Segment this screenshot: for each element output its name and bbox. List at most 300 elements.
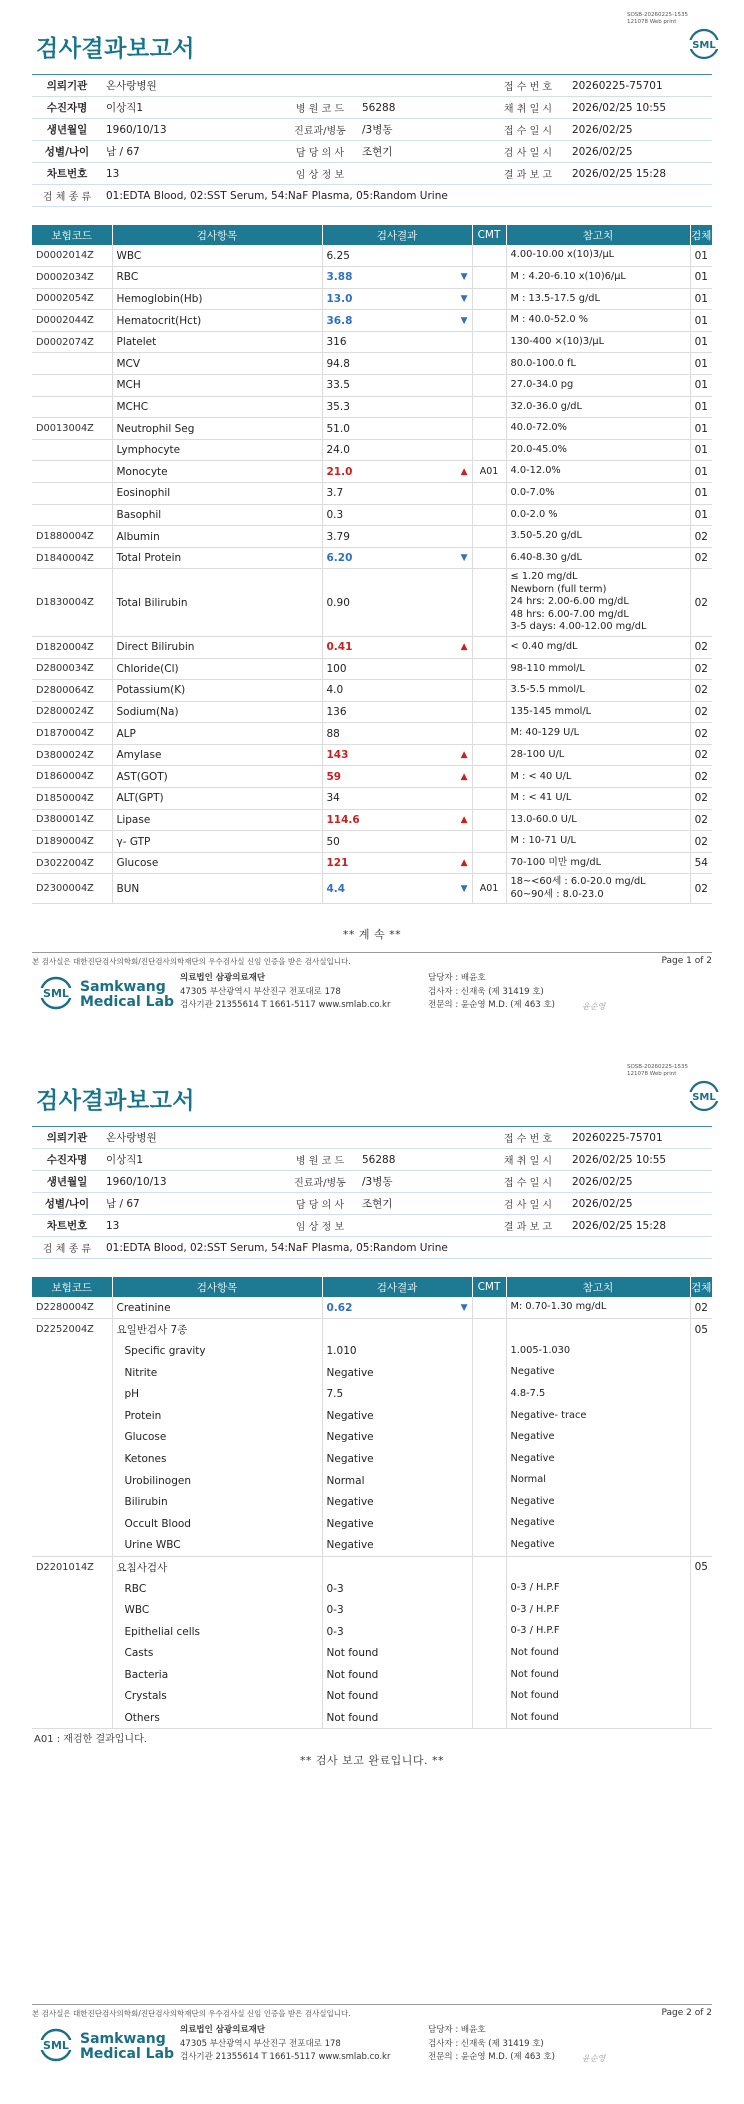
result-cell — [322, 701, 472, 723]
insurance-code: D1830004Z — [32, 569, 112, 637]
comment-code — [472, 504, 506, 526]
result-value: 0.62 — [326, 1301, 353, 1314]
specimen-code: 05 — [694, 1323, 708, 1336]
result-value: 35.3 — [326, 400, 350, 413]
test-name: Bacteria — [112, 1664, 322, 1686]
result-value: 3.7 — [326, 487, 344, 500]
table-row — [32, 831, 712, 853]
reference-range: M : 13.5-17.5 g/dL — [506, 288, 690, 310]
result-cell — [322, 569, 472, 637]
table-row — [32, 461, 712, 483]
table-row — [32, 267, 712, 289]
result-value: 1.010 — [322, 1340, 472, 1362]
result-value: Normal — [322, 1470, 472, 1492]
test-name: Creatinine — [112, 1297, 322, 1319]
results-table-page-2 — [32, 1277, 712, 1729]
group-row — [32, 1319, 712, 1341]
low-arrow-icon: ▼ — [460, 293, 468, 304]
test-name: Ketones — [112, 1448, 322, 1470]
insurance-code: D2300004Z — [32, 874, 112, 904]
reference-range: 27.0-34.0 pg — [506, 375, 690, 397]
reference-range: 0-3 / H.P.F — [506, 1599, 690, 1621]
dept-value: /3병동 — [358, 1171, 488, 1193]
column-header: 검사항목 — [112, 1277, 322, 1297]
comment-code — [472, 723, 506, 745]
certification-text: 본 검사실은 대한진단검사의학회/진단검사의학재단의 우수검사실 신임 인증을 받은 검사실입니다. — [32, 957, 351, 966]
print-stamp: SOSB-20260225-1535 121078 Web print — [626, 12, 688, 25]
test-group-name: 요침사검사 — [112, 1556, 322, 1578]
test-name: RBC — [112, 267, 322, 289]
sub-test-row — [32, 1599, 712, 1621]
test-name: MCHC — [112, 396, 322, 418]
sub-test-row — [32, 1664, 712, 1686]
test-name: Hemoglobin(Hb) — [112, 288, 322, 310]
test-name: Urobilinogen — [112, 1470, 322, 1492]
column-header: 검사항목 — [112, 225, 322, 245]
result-value: 143 — [326, 749, 349, 762]
specimen-code: 02 — [690, 547, 712, 569]
comment-code — [472, 267, 506, 289]
specimen-code: 01 — [690, 375, 712, 397]
test-name: pH — [112, 1383, 322, 1405]
test-name: Neutrophil Seg — [112, 418, 322, 440]
specimen-code: 02 — [690, 1297, 712, 1319]
svg-text:SML: SML — [692, 1092, 716, 1103]
result-value: 21.0 — [326, 465, 353, 478]
comment-code — [472, 375, 506, 397]
table-row — [32, 1297, 712, 1319]
result-value: 114.6 — [326, 813, 360, 826]
column-header: CMT — [472, 225, 506, 245]
reference-range: 0.0-2.0 % — [506, 504, 690, 526]
test-name: Albumin — [112, 526, 322, 548]
result-value: Not found — [322, 1707, 472, 1729]
reference-range: M : < 40 U/L — [506, 766, 690, 788]
result-value: 13.0 — [326, 292, 353, 305]
table-row — [32, 680, 712, 702]
result-cell — [322, 766, 472, 788]
result-value: Negative — [322, 1448, 472, 1470]
reception-no-value: 20260225-75701 — [568, 75, 712, 97]
report-title: 검사결과보고서 — [36, 36, 196, 62]
reference-range: 28-100 U/L — [506, 744, 690, 766]
test-name: ALT(GPT) — [112, 788, 322, 810]
sub-test-row — [32, 1340, 712, 1362]
reference-range: 18~<60세 : 6.0-20.0 mg/dL 60~90세 : 8.0-23.0 — [506, 874, 690, 904]
received-value: 2026/02/25 — [568, 119, 712, 141]
comment-code — [472, 852, 506, 874]
test-name: WBC — [112, 1599, 322, 1621]
result-value: 0-3 — [322, 1599, 472, 1621]
sub-test-row — [32, 1686, 712, 1708]
insurance-code: D1870004Z — [32, 723, 112, 745]
specimen-code: 01 — [690, 353, 712, 375]
test-name: BUN — [112, 874, 322, 904]
specimen-code: 01 — [690, 331, 712, 353]
lab-name: Samkwang Medical Lab — [80, 2031, 175, 2062]
result-cell — [322, 353, 472, 375]
column-header: 보험코드 — [32, 225, 112, 245]
specimen-code: 01 — [690, 418, 712, 440]
reference-range: 70-100 미만 mg/dL — [506, 852, 690, 874]
group-row — [32, 1556, 712, 1578]
specimen-code: 02 — [690, 569, 712, 637]
result-value: Negative — [322, 1362, 472, 1384]
result-value: 94.8 — [326, 357, 350, 370]
result-cell — [322, 418, 472, 440]
reference-range: 40.0-72.0% — [506, 418, 690, 440]
test-name: Occult Blood — [112, 1513, 322, 1535]
reference-range: Normal — [506, 1470, 690, 1492]
reference-range: 4.8-7.5 — [506, 1383, 690, 1405]
reported-value: 2026/02/25 15:28 — [568, 1215, 712, 1237]
insurance-code: D2800034Z — [32, 658, 112, 680]
insurance-code: D1890004Z — [32, 831, 112, 853]
signatories: 담당자 : 배윤호 검사자 : 신재욱 (제 31419 호) 전문의 : 윤순영 M.D. (제 463 호) — [428, 2025, 555, 2062]
specimen-code: 02 — [690, 636, 712, 658]
high-arrow-icon: ▲ — [460, 466, 468, 477]
low-arrow-icon: ▼ — [460, 883, 468, 894]
comment-code — [472, 744, 506, 766]
reference-range: 0-3 / H.P.F — [506, 1578, 690, 1600]
specimen-code: 02 — [690, 874, 712, 904]
sml-footer-logo-icon — [36, 976, 76, 1010]
reference-range: Negative — [506, 1513, 690, 1535]
comment-code — [472, 569, 506, 637]
test-name: WBC — [112, 245, 322, 267]
table-row — [32, 569, 712, 637]
page-number: Page 1 of 2 — [661, 956, 712, 966]
comment-code — [472, 701, 506, 723]
sub-test-row — [32, 1643, 712, 1665]
high-arrow-icon: ▲ — [460, 814, 468, 825]
sub-test-row — [32, 1362, 712, 1384]
comment-code — [472, 831, 506, 853]
comment-code — [472, 636, 506, 658]
result-value: 0.90 — [326, 596, 350, 609]
reception-no-value: 20260225-75701 — [568, 1127, 712, 1149]
insurance-code: D1860004Z — [32, 766, 112, 788]
comment-code — [472, 1297, 506, 1319]
result-value: 136 — [326, 705, 347, 718]
result-value: 0.41 — [326, 641, 353, 654]
result-cell — [322, 744, 472, 766]
result-value: 24.0 — [326, 444, 350, 457]
reference-range: M : 10-71 U/L — [506, 831, 690, 853]
table-row — [32, 636, 712, 658]
result-cell — [322, 504, 472, 526]
comment-code — [472, 766, 506, 788]
reference-range: Negative- trace — [506, 1405, 690, 1427]
report-page-2 — [0, 1052, 744, 2104]
comment-code — [472, 788, 506, 810]
sml-logo-icon — [686, 28, 722, 60]
result-value: 121 — [326, 857, 349, 870]
insurance-code: D1850004Z — [32, 788, 112, 810]
reference-range: Negative — [506, 1491, 690, 1513]
result-cell — [322, 680, 472, 702]
result-value: 4.0 — [326, 684, 344, 697]
reference-range: Not found — [506, 1643, 690, 1665]
certification-text: 본 검사실은 대한진단검사의학회/진단검사의학재단의 우수검사실 신임 인증을 받은 검사실입니다. — [32, 2009, 351, 2018]
lab-info: 의료법인 삼광의료재단 47305 부산광역시 부산진구 전포대로 178 검사기관 21355614 T 1661-5117 www.smlab.co.kr — [180, 973, 391, 1010]
result-cell — [322, 852, 472, 874]
table-row — [32, 788, 712, 810]
comment-code — [472, 331, 506, 353]
result-value: 3.79 — [326, 530, 350, 543]
insurance-code: D1840004Z — [32, 547, 112, 569]
reference-range: 32.0-36.0 g/dL — [506, 396, 690, 418]
result-cell — [322, 874, 472, 904]
test-name: Amylase — [112, 744, 322, 766]
result-cell — [322, 331, 472, 353]
sub-test-row — [32, 1427, 712, 1449]
svg-text:SML: SML — [43, 2039, 69, 2052]
high-arrow-icon: ▲ — [460, 771, 468, 782]
reference-range: 3.5-5.5 mmol/L — [506, 680, 690, 702]
comment-code — [472, 439, 506, 461]
doctor-value: 조현기 — [358, 141, 488, 163]
specimen-code: 01 — [690, 310, 712, 332]
result-value: 33.5 — [326, 379, 350, 392]
received-value: 2026/02/25 — [568, 1171, 712, 1193]
result-cell — [322, 245, 472, 267]
comment-code — [472, 658, 506, 680]
column-header: 검사결과 — [322, 225, 472, 245]
insurance-code: D2252004Z — [32, 1319, 112, 1341]
patient-name-value: 이상직1 — [102, 97, 282, 119]
test-name: Crystals — [112, 1686, 322, 1708]
specimen-code: 02 — [690, 526, 712, 548]
comment-code: A01 — [472, 461, 506, 483]
reference-range: Not found — [506, 1707, 690, 1729]
table-row — [32, 744, 712, 766]
result-value: 6.25 — [326, 249, 350, 262]
test-name: Direct Bilirubin — [112, 636, 322, 658]
reference-range: 130-400 ×(10)3/μL — [506, 331, 690, 353]
table-row — [32, 418, 712, 440]
svg-text:SML: SML — [43, 987, 69, 1000]
continued-note: ** 계 속 ** — [342, 928, 402, 941]
specimen-code: 02 — [690, 809, 712, 831]
institution-value: 온사랑병원 — [102, 75, 282, 97]
reference-range: Not found — [506, 1664, 690, 1686]
reference-range: Negative — [506, 1362, 690, 1384]
doctor-value: 조현기 — [358, 1193, 488, 1215]
column-header: 검체 — [690, 1277, 712, 1297]
sub-test-row — [32, 1470, 712, 1492]
test-name: MCH — [112, 375, 322, 397]
table-row — [32, 375, 712, 397]
result-value: 51.0 — [326, 422, 350, 435]
reported-value: 2026/02/25 15:28 — [568, 163, 712, 185]
table-row — [32, 396, 712, 418]
result-cell — [322, 396, 472, 418]
table-row — [32, 874, 712, 904]
insurance-code — [32, 461, 112, 483]
specimen-code: 02 — [690, 831, 712, 853]
examined-value: 2026/02/25 — [568, 141, 712, 163]
insurance-code: D2201014Z — [32, 1556, 112, 1578]
result-value: 7.5 — [322, 1383, 472, 1405]
column-header: 참고치 — [506, 225, 690, 245]
insurance-code: D1880004Z — [32, 526, 112, 548]
insurance-code: D2800064Z — [32, 680, 112, 702]
specimen-code: 02 — [690, 658, 712, 680]
high-arrow-icon: ▲ — [460, 858, 468, 869]
specimen-code: 54 — [690, 852, 712, 874]
dept-value: /3병동 — [358, 119, 488, 141]
sub-test-row — [32, 1535, 712, 1557]
table-row — [32, 526, 712, 548]
result-cell — [322, 1297, 472, 1319]
insurance-code: D2280004Z — [32, 1297, 112, 1319]
test-name: Chloride(Cl) — [112, 658, 322, 680]
test-name: Platelet — [112, 331, 322, 353]
table-row — [32, 852, 712, 874]
high-arrow-icon: ▲ — [460, 642, 468, 653]
collected-value: 2026/02/25 10:55 — [568, 1149, 712, 1171]
result-value: 0-3 — [322, 1578, 472, 1600]
reference-range: ≤ 1.20 mg/dL Newborn (full term) 24 hrs: 2.00-6.00 mg/dL 48 hrs: 6.00-7.00 mg/dL 3-5 days: 4.00-12.00 mg/dL — [506, 569, 690, 637]
insurance-code — [32, 504, 112, 526]
specimen-code: 01 — [690, 439, 712, 461]
insurance-code: D0013004Z — [32, 418, 112, 440]
result-cell — [322, 526, 472, 548]
result-cell — [322, 547, 472, 569]
comment-code — [472, 353, 506, 375]
comment-code — [472, 245, 506, 267]
reference-range: 6.40-8.30 g/dL — [506, 547, 690, 569]
specimen-code: 02 — [690, 680, 712, 702]
sml-footer-logo-icon — [36, 2028, 76, 2062]
result-cell — [322, 439, 472, 461]
result-value: Negative — [322, 1491, 472, 1513]
patient-info-table: 의뢰기관 온사랑병원 접 수 번 호 20260225-75701 수진자명 이상직1 병 원 코 드 56288 채 취 일 시 2026/02/25 10:55 생년월일 1960/10/13 진료과/병동 /3병동 접 수 일 시 2026/02/25 성별/나이 남 / 67 담 당 의 사 조현기 검 사 일 시 2026/02/25 차트번호 13 임 상 정 보 결 과 보 고 2026/02/25 15:28 검 체 종 류 01:EDTA Blood, 02:SST Serum, 54:NaF Plasma, 05:Random Urine — [32, 74, 712, 207]
insurance-code — [32, 439, 112, 461]
high-arrow-icon: ▲ — [460, 750, 468, 761]
reference-range: M: 40-129 U/L — [506, 723, 690, 745]
column-header: 참고치 — [506, 1277, 690, 1297]
table-row — [32, 701, 712, 723]
result-cell — [322, 267, 472, 289]
clinical-value — [358, 163, 488, 185]
insurance-code: D0002014Z — [32, 245, 112, 267]
sub-test-row — [32, 1578, 712, 1600]
signature-mark: 윤순영 — [582, 2054, 606, 2063]
result-value: 0.3 — [326, 508, 344, 521]
signatories: 담당자 : 배윤호 검사자 : 신재욱 (제 31419 호) 전문의 : 윤순영 M.D. (제 463 호) — [428, 973, 555, 1010]
specimen-code: 02 — [690, 744, 712, 766]
sub-test-row — [32, 1707, 712, 1729]
result-cell — [322, 809, 472, 831]
patient-info-table: 의뢰기관 온사랑병원 접 수 번 호 20260225-75701 수진자명 이상직1 병 원 코 드 56288 채 취 일 시 2026/02/25 10:55 생년월일 1960/10/13 진료과/병동 /3병동 접 수 일 시 2026/02/25 성별/나이 남 / 67 담 당 의 사 조현기 검 사 일 시 2026/02/25 차트번호 13 임 상 정 보 결 과 보 고 2026/02/25 15:28 검 체 종 류 01:EDTA Blood, 02:SST Serum, 54:NaF Plasma, 05:Random Urine — [32, 1126, 712, 1259]
table-row — [32, 245, 712, 267]
comment-code — [472, 396, 506, 418]
test-group-name: 요일반검사 7종 — [112, 1319, 322, 1341]
comment-code — [472, 526, 506, 548]
table-row — [32, 723, 712, 745]
insurance-code: D3800014Z — [32, 809, 112, 831]
low-arrow-icon: ▼ — [460, 553, 468, 564]
result-value: Not found — [322, 1686, 472, 1708]
sub-test-row — [32, 1448, 712, 1470]
table-row — [32, 353, 712, 375]
test-name: Lymphocyte — [112, 439, 322, 461]
sex-age-value: 남 / 67 — [102, 141, 282, 163]
institution-value: 온사랑병원 — [102, 1127, 282, 1149]
specimen-code: 01 — [690, 267, 712, 289]
result-cell — [322, 831, 472, 853]
insurance-code — [32, 396, 112, 418]
comment-code — [472, 310, 506, 332]
test-name: Total Bilirubin — [112, 569, 322, 637]
column-header: 검사결과 — [322, 1277, 472, 1297]
reference-range: 3.50-5.20 g/dL — [506, 526, 690, 548]
result-value: Negative — [322, 1405, 472, 1427]
low-arrow-icon: ▼ — [460, 272, 468, 283]
test-name: Eosinophil — [112, 483, 322, 505]
low-arrow-icon: ▼ — [460, 315, 468, 326]
insurance-code: D1820004Z — [32, 636, 112, 658]
table-row — [32, 809, 712, 831]
result-value: 316 — [326, 336, 347, 349]
table-row — [32, 547, 712, 569]
sml-logo-icon — [686, 1080, 722, 1112]
test-name: Glucose — [112, 852, 322, 874]
reference-range: Negative — [506, 1535, 690, 1557]
reference-range: 0.0-7.0% — [506, 483, 690, 505]
result-value: 6.20 — [326, 552, 353, 565]
specimen-code: 02 — [690, 723, 712, 745]
reference-range: 4.00-10.00 x(10)3/μL — [506, 245, 690, 267]
low-arrow-icon: ▼ — [460, 1302, 468, 1313]
sub-test-row — [32, 1491, 712, 1513]
reference-range: 4.0-12.0% — [506, 461, 690, 483]
result-cell — [322, 483, 472, 505]
insurance-code: D2800024Z — [32, 701, 112, 723]
result-value: 36.8 — [326, 314, 353, 327]
test-name: ALP — [112, 723, 322, 745]
test-name: Glucose — [112, 1427, 322, 1449]
report-title: 검사결과보고서 — [36, 1088, 196, 1114]
test-name: Monocyte — [112, 461, 322, 483]
chart-no-value: 13 — [102, 1215, 282, 1237]
chart-no-value: 13 — [102, 163, 282, 185]
dob-value: 1960/10/13 — [102, 1171, 282, 1193]
result-cell — [322, 788, 472, 810]
table-row — [32, 439, 712, 461]
test-name: Nitrite — [112, 1362, 322, 1384]
specimen-code: 02 — [690, 788, 712, 810]
result-value: Negative — [322, 1535, 472, 1557]
insurance-code: D0002054Z — [32, 288, 112, 310]
table-row — [32, 310, 712, 332]
result-value: 0-3 — [322, 1621, 472, 1643]
specimen-code: 05 — [694, 1561, 708, 1574]
test-name: Total Protein — [112, 547, 322, 569]
insurance-code — [32, 353, 112, 375]
result-value: 3.88 — [326, 271, 353, 284]
insurance-code: D3022004Z — [32, 852, 112, 874]
specimen-code: 02 — [690, 701, 712, 723]
test-name: RBC — [112, 1578, 322, 1600]
result-value: 4.4 — [326, 882, 346, 895]
reference-range: M : 4.20-6.10 x(10)6/μL — [506, 267, 690, 289]
column-header: 보험코드 — [32, 1277, 112, 1297]
test-name: Others — [112, 1707, 322, 1729]
insurance-code: D0002034Z — [32, 267, 112, 289]
